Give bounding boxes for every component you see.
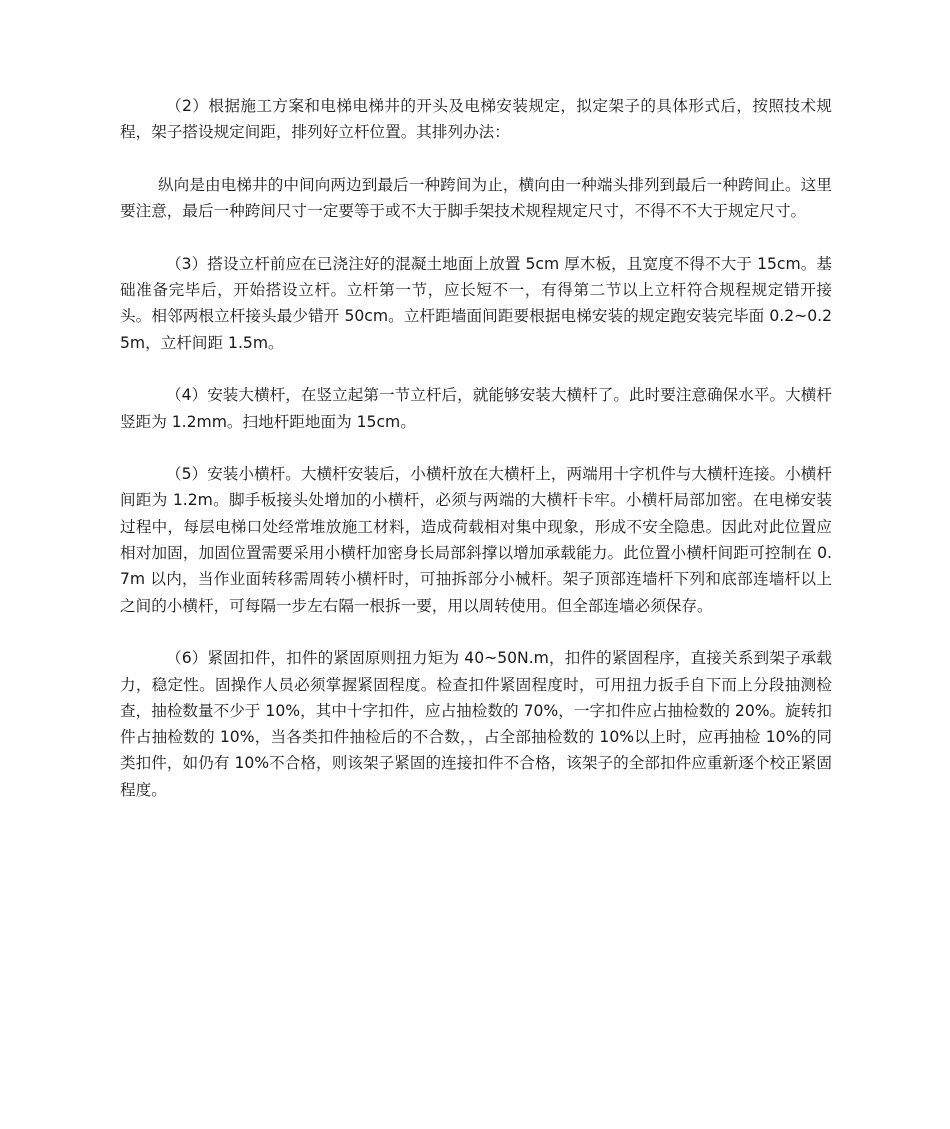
- document-body: [120, 93, 832, 829]
- paragraph-arrangement-method: 纵向是由电梯井的中间向两边到最后一种跨间为止，横向由一种端头排列到最后一种跨间止。这里要注意，最后一种跨间尺寸一定要等于或不大于脚手架技术规程规定尺寸，不得不不大于规定尺寸。: [120, 175, 832, 221]
- paragraph-step-4: （4）安装大横杆，在竖立起第一节立杆后，就能够安装大横杆了。此时要注意确保水平。大横杆竖距为 1.2mm。扫地杆距地面为 15cm。: [120, 386, 832, 431]
- paragraph-step-6: （6）紧固扣件，扣件的紧固原则扭力矩为 40~50N.m，扣件的紧固程序，直接关系到架子承载力，稳定性。固操作人员必须掌握紧固程度。检查扣件紧固程度时，可用扭力扳手自下而上分段抽测检查，抽检数量不少于 10%，其中十字扣件，应占抽检数的 70%，一字扣件应占抽检数的 20%。旋转扣件占抽检数的 10%，当各类扣件抽检后的不合数，，占全部抽检数的 10%以上时，应再抽检 10%的同类扣件，如仍有 10%不合格，则该架子紧固的连接扣件不合格，该架子的全部扣件应重新逐个校正紧固程度。: [120, 649, 832, 799]
- paragraph-step-5: （5）安装小横杆。大横杆安装后，小横杆放在大横杆上，两端用十字机件与大横杆连接。小横杆间距为 1.2m。脚手板接头处增加的小横杆，必须与两端的大横杆卡牢。小横杆局部加密。在电梯安装过程中，每层电梯口处经常堆放施工材料，造成荷载相对集中现象，形成不安全隐患。因此对此位置应相对加固，加固位置需要采用小横杆加密身长局部斜撑以增加承载能力。此位置小横杆间距可控制在 0.7m 以内，当作业面转移需周转小横杆时，可抽拆部分小械杆。架子顶部连墙杆下列和底部连墙杆以上之间的小横杆，可每隔一步左右隔一根拆一要，用以周转使用。但全部连墙必须保存。: [120, 465, 832, 615]
- paragraph-step-2: （2）根据施工方案和电梯电梯井的开头及电梯安装规定，拟定架子的具体形式后，按照技术规程，架子搭设规定间距，排列好立杆位置。其排列办法：: [120, 97, 832, 142]
- paragraph-step-3: （3）搭设立杆前应在已浇注好的混凝土地面上放置 5cm 厚木板，且宽度不得不大于 15cm。基础准备完毕后，开始搭设立杆。立杆第一节，应长短不一，有得第二节以上立杆符合规程规定错开接头。相邻两根立杆接头最少错开 50cm。立杆距墙面间距要根据电梯安装的规定跑安装完毕面 0.2~0.25m，立杆间距 1.5m。: [120, 254, 832, 352]
